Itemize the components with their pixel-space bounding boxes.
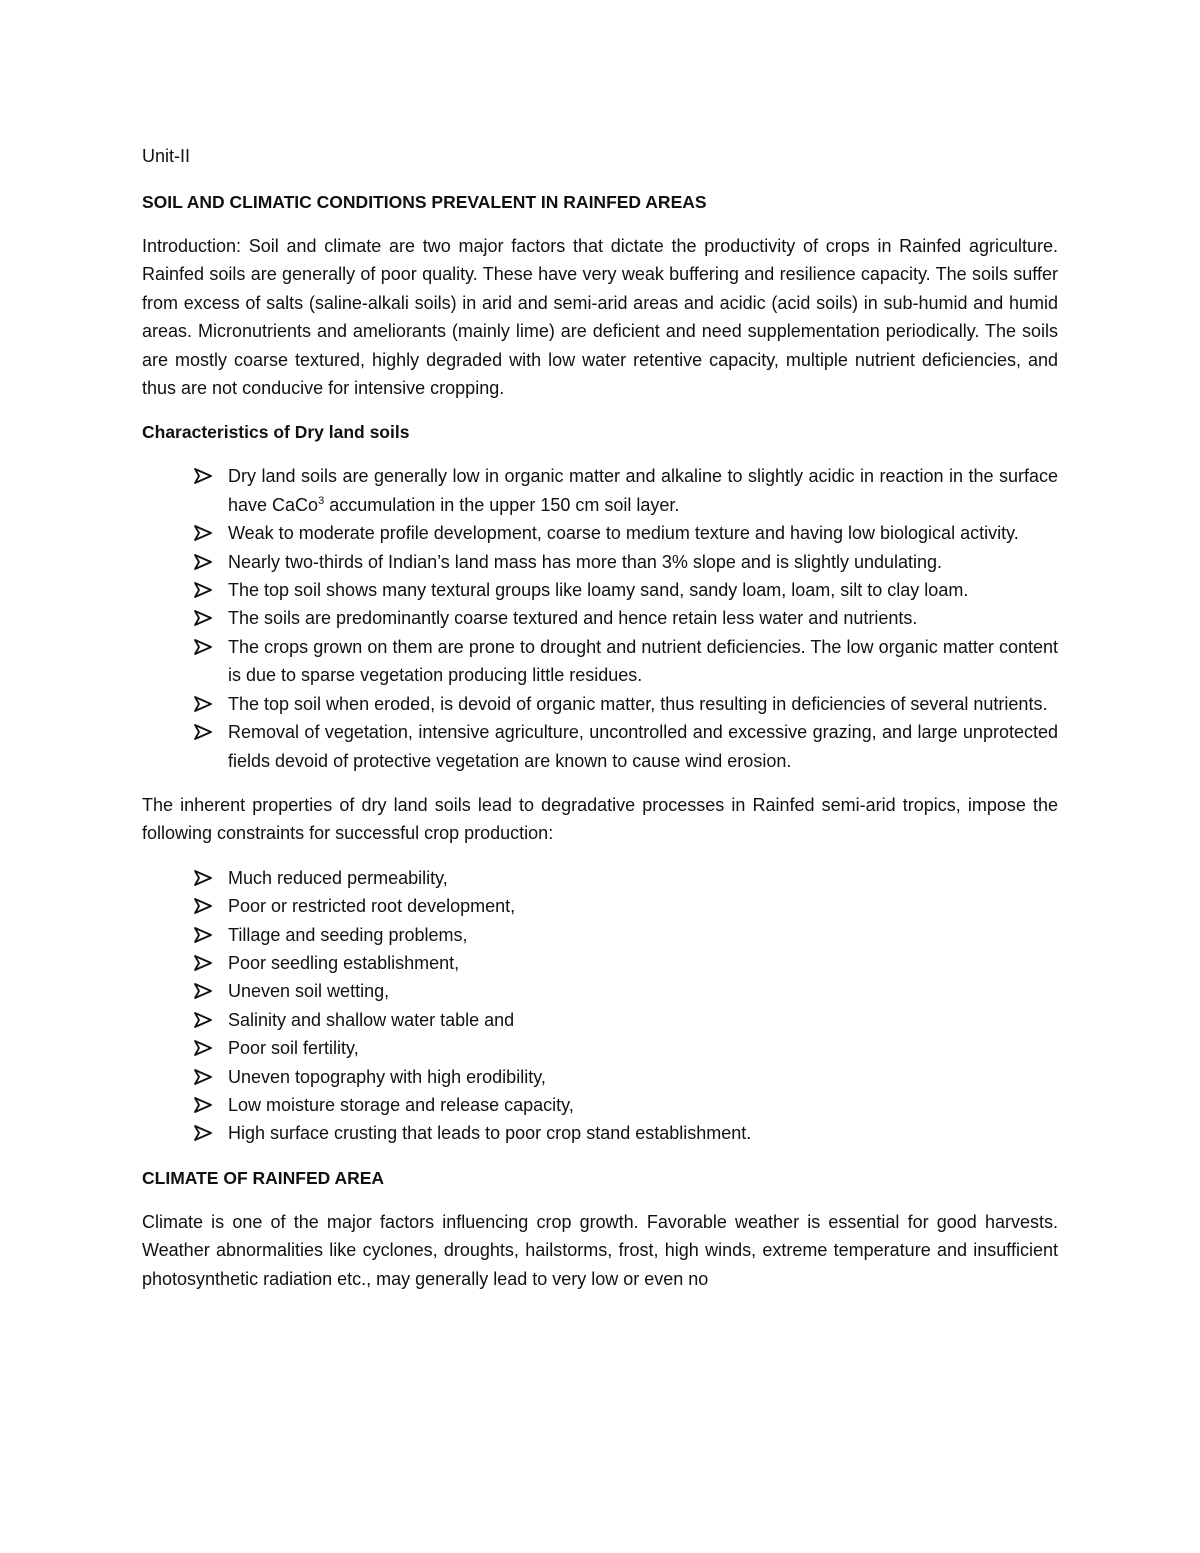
list-item-text: accumulation in the upper 150 cm soil layer. [324,494,680,515]
superscript: 3 [318,494,325,507]
list-item [228,462,1058,519]
list-item [228,1006,1058,1034]
constraints-intro: The inherent properties of dry land soils lead to degradative processes in Rainfed semi-arid tropics, impose the following constraints for successful crop production: [142,794,1058,844]
list-item [228,977,1058,1005]
list-item [228,519,1058,547]
list-item-text: Poor or restricted root development, [228,896,516,917]
arrow-bullet-icon [194,690,214,718]
list-item [228,949,1058,977]
list-item-text: Removal of vegetation, intensive agriculture, uncontrolled and excessive grazing, and large unprotected fields devoid of protective vegetation are known to cause wind erosion. [228,722,1058,771]
list-item-text: Poor soil fertility, [228,1038,359,1059]
unit-label: Unit-II [142,146,191,166]
introduction-paragraph: Introduction: Soil and climate are two major factors that dictate the productivity of crops in Rainfed agriculture. Rainfed soils are generally of poor quality. These have very weak buffering and resilience capacity. The soils suffer from excess of salts (saline-alkali soils) in arid and semi-arid areas and acidic (acid soils) in sub-humid and humid areas. Micronutrients and ameliorants (mainly lime) are deficient and need supplementation periodically. The soils are mostly coarse textured, highly degraded with low water retentive capacity, multiple nutrient deficiencies, and thus are not conducive for intensive cropping. [142,236,1058,399]
list-item-text: Dry land soils are generally low in organic matter and alkaline to slightly acidic in reaction in the surface have CaCo [228,466,1058,515]
list-item-text: The crops grown on them are prone to drought and nutrient deficiencies. The low organic matter content is due to sparse vegetation producing little residues. [228,636,1058,686]
arrow-bullet-icon [194,1006,214,1034]
list-item [228,1063,1058,1091]
arrow-bullet-icon [194,1119,214,1147]
arrow-bullet-icon [194,633,214,661]
arrow-bullet-icon [194,892,214,920]
list-item-text: Weak to moderate profile development, coarse to medium texture and having low biological activity. [228,523,1019,544]
list-item [228,690,1058,718]
climate-heading: CLIMATE OF RAINFED AREA [142,1167,385,1188]
list-item-text: Uneven topography with high erodibility, [228,1066,546,1087]
arrow-bullet-icon [194,1034,214,1062]
characteristics-heading: Characteristics of Dry land soils [142,422,410,443]
arrow-bullet-icon [194,1063,214,1091]
arrow-bullet-icon [194,548,214,576]
list-item-text: High surface crusting that leads to poor crop stand establishment. [228,1123,752,1144]
arrow-bullet-icon [194,1091,214,1119]
list-item [228,1034,1058,1062]
page-title: SOIL AND CLIMATIC CONDITIONS PREVALENT IN RAINFED AREAS [142,192,707,212]
arrow-bullet-icon [194,519,214,547]
arrow-bullet-icon [194,718,214,746]
constraints-list [142,864,1058,1148]
list-item-text: Much reduced permeability, [228,867,448,888]
list-item-text: The soils are predominantly coarse textured and hence retain less water and nutrients. [228,608,918,629]
list-item [228,892,1058,920]
arrow-bullet-icon [194,864,214,892]
list-item-text: Low moisture storage and release capacity, [228,1094,574,1115]
list-item [228,864,1058,892]
list-item [228,1091,1058,1119]
arrow-bullet-icon [194,576,214,604]
climate-paragraph: Climate is one of the major factors influencing crop growth. Favorable weather is essential for good harvests. Weather abnormalities like cyclones, droughts, hailstorms, frost, high winds, extreme temperature and insufficient photosynthetic radiation etc., may generally lead to very low or even no [142,1211,1058,1289]
list-item-text: The top soil shows many textural groups like loamy sand, sandy loam, loam, silt to clay loam. [228,580,969,601]
list-item-text: Salinity and shallow water table and [228,1009,515,1030]
arrow-bullet-icon [194,604,214,632]
list-item [228,576,1058,604]
list-item [228,604,1058,632]
characteristics-list [142,462,1058,774]
list-item-text: The top soil when eroded, is devoid of organic matter, thus resulting in deficiencies of several nutrients. [228,693,1048,714]
list-item [228,921,1058,949]
list-item-text: Tillage and seeding problems, [228,924,468,945]
list-item [228,718,1058,775]
arrow-bullet-icon [194,949,214,977]
list-item-text: Poor seedling establishment, [228,952,460,973]
arrow-bullet-icon [194,921,214,949]
list-item [228,1119,1058,1147]
list-item-text: Nearly two-thirds of Indian’s land mass has more than 3% slope and is slightly undulating. [228,551,943,572]
arrow-bullet-icon [194,462,214,490]
arrow-bullet-icon [194,977,214,1005]
list-item [228,633,1058,690]
list-item [228,548,1058,576]
list-item-text: Uneven soil wetting, [228,981,390,1002]
